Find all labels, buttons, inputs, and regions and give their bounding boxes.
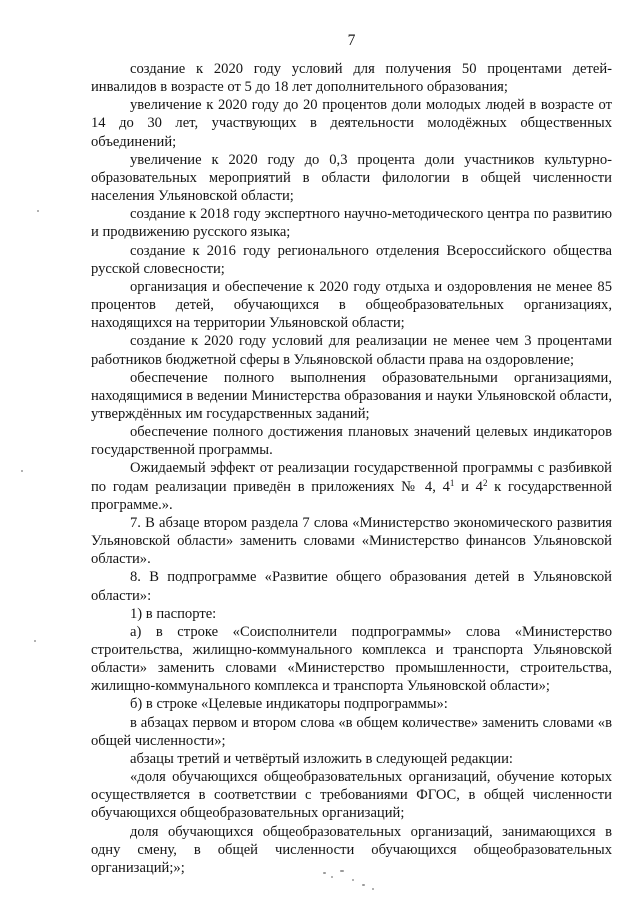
effect-text-after: к государственной программе.». [91,478,612,513]
paragraph-literature-society: создание к 2016 году регионального отделения Всероссийского общества русской словесности; [91,242,612,277]
paragraph-youth-participation: увеличение к 2020 году до 20 процентов доли молодых людей в возрасте от 14 до 30 лет, участвующих в деятельности молодёжных общественных объединений; [91,97,612,150]
scan-speck [362,884,365,886]
paragraph-fgos-share: «доля обучающихся общеобразовательных организаций, обучение которых осуществляется в соответствии с требованиями ФГОС, в общей численности обучающихся общеобразовательных организаций; [91,769,612,822]
scan-speck [372,888,374,890]
effect-text-before: Ожидаемый эффект от реализации государственной программы с разбивкой по годам реализации приведён в приложениях № 4, 4 [91,460,612,495]
scan-speck [352,879,354,881]
scan-speck [21,470,23,472]
scan-speck [34,640,36,642]
paragraph-state-assignments: обеспечение полного выполнения образовательными организациями, находящимися в ведении Министерства образования и науки Ульяновской области, утверждённых им государственных заданий; [91,369,612,422]
paragraph-expected-effect [91,459,612,513]
paragraph-replace-words: в абзацах первом и втором слова «в общем количестве» заменить словами «в общей численности»; [91,714,612,749]
paragraph-section-8: 8. В подпрограмме «Развитие общего образования детей в Ульяновской области»: [91,569,612,604]
paragraph-disabled-children-education: создание к 2020 году условий для получения 50 процентами детей-инвалидов в возрасте от 5 до 18 лет дополнительного образования; [91,61,612,96]
document-body [91,60,612,877]
page-number: 7 [347,32,356,49]
paragraph-section-7: 7. В абзаце втором раздела 7 слова «Министерство экономического развития Ульяновской области» заменить словами «Министерство финансов Ульяновской области». [91,514,612,568]
paragraph-target-indicators: обеспечение полного достижения плановых значений целевых индикаторов государственной программы. [91,424,612,459]
paragraph-children-recreation: организация и обеспечение к 2020 году отдыха и оздоровления не менее 85 процентов детей, обучающихся в общеобразовательных организациях, находящихся на территории Ульяновской области; [91,278,612,332]
scan-speck [37,210,39,212]
paragraph-one-shift-share: доля обучающихся общеобразовательных организаций, занимающихся в одну смену, в общей численности обучающихся общеобразовательных организаций;»; [91,823,612,876]
effect-sup-2: 2 [482,477,488,488]
scan-speck [331,876,333,878]
paragraph-new-edition: абзацы третий и четвёртый изложить в следующей редакции: [130,750,513,767]
paragraph-co-executors: а) в строке «Соисполнители подпрограммы» слова «Министерство строительства, жилищно-коммунального комплекса и транспорта Ульяновской области» заменить словами «Министерство промышленности, строительства, жилищно-коммунального комплекса и транспорта Ульяновской области»; [91,623,612,695]
paragraph-philology-events: увеличение к 2020 году до 0,3 процента доли участников культурно-образовательных мероприятий в области филологии в общей численности населения Ульяновской области; [91,151,612,205]
effect-sup-1: 1 [449,477,455,488]
scan-speck [340,870,344,872]
scan-speck [323,872,326,874]
paragraph-workers-health: создание к 2020 году условий для реализации не менее чем 3 процентами работников бюджетной сферы в Ульяновской области права на оздоровление; [91,333,612,368]
paragraph-passport: 1) в паспорте: [130,605,217,622]
paragraph-target-indicators-row: б) в строке «Целевые индикаторы подпрограммы»: [130,696,448,713]
effect-text-middle: и 4 [454,478,483,495]
paragraph-russian-language-center: создание к 2018 году экспертного научно-методического центра по развитию и продвижению русского языка; [91,206,612,241]
